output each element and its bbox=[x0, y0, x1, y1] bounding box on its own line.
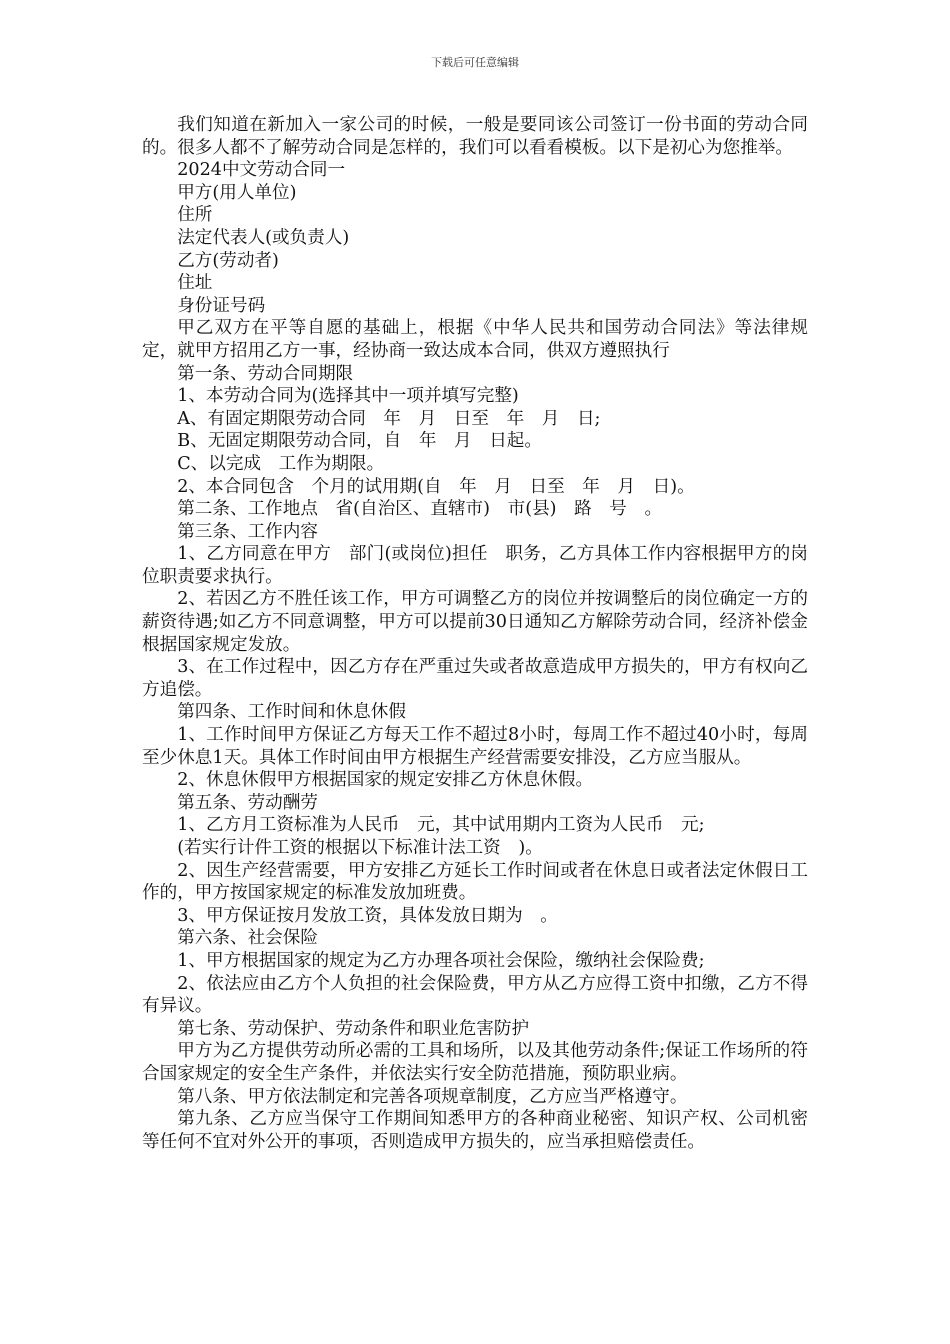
clause-paragraph: 1、工作时间甲方保证乙方每天工作不超过8小时，每周工作不超过40小时，每周至少休息1天。具体工作时间由甲方根据生产经营需要安排没，乙方应当服从。 bbox=[142, 725, 808, 768]
intro-paragraph: 我们知道在新加入一家公司的时候，一般是要同该公司签订一份书面的劳动合同的。很多人都不了解劳动合同是怎样的，我们可以看看模板。以下是初心为您推举。 bbox=[142, 115, 808, 158]
field-party-a-address: 住所 bbox=[177, 205, 213, 226]
field-legal-representative: 法定代表人(或负责人) bbox=[177, 227, 350, 248]
clause-paragraph: 1、乙方同意在甲方 部门(或岗位)担任 职务，乙方具体工作内容根据甲方的岗位职责要求执行。 bbox=[142, 544, 808, 587]
clause-paragraph: B、无固定期限劳动合同，自 年 月 日起。 bbox=[177, 431, 542, 452]
article-heading: 第四条、工作时间和休息休假 bbox=[177, 702, 406, 723]
article-heading: 第二条、工作地点 省(自治区、直辖市) 市(县) 路 号 。 bbox=[177, 499, 663, 520]
document-body bbox=[142, 114, 808, 1153]
field-party-b: 乙方(劳动者) bbox=[177, 250, 279, 271]
article-heading: 第七条、劳动保护、劳动条件和职业危害防护 bbox=[177, 1018, 530, 1039]
clause-paragraph: 3、甲方保证按月发放工资，具体发放日期为 。 bbox=[177, 905, 558, 926]
clause-paragraph: 3、在工作过程中，因乙方存在严重过失或者故意造成甲方损失的，甲方有权向乙方追偿。 bbox=[142, 657, 808, 700]
preamble-paragraph: 甲乙双方在平等自愿的基础上，根据《中华人民共和国劳动合同法》等法律规定，就甲方招用乙方一事，经协商一致达成本合同，供双方遵照执行 bbox=[142, 318, 808, 361]
article-heading: 第六条、社会保险 bbox=[177, 928, 318, 949]
field-id-number: 身份证号码 bbox=[177, 295, 266, 316]
clause-paragraph: 2、本合同包含 个月的试用期(自 年 月 日至 年 月 日)。 bbox=[177, 476, 695, 497]
clause-paragraph: 2、若因乙方不胜任该工作，甲方可调整乙方的岗位并按调整后的岗位确定一方的薪资待遇;如乙方不同意调整，甲方可以提前30日通知乙方解除劳动合同，经济补偿金根据国家规定发放。 bbox=[142, 589, 808, 655]
article-heading: 第九条、乙方应当保守工作期间知悉甲方的各种商业秘密、知识产权、公司机密等任何不宜对外公开的事项，否则造成甲方损失的，应当承担赔偿责任。 bbox=[142, 1109, 808, 1152]
clause-paragraph: 1、甲方根据国家的规定为乙方办理各项社会保险，缴纳社会保险费; bbox=[177, 950, 705, 971]
clause-paragraph: (若实行计件工资的根据以下标准计法工资 )。 bbox=[177, 838, 543, 858]
clause-paragraph: 2、依法应由乙方个人负担的社会保险费，甲方从乙方应得工资中扣缴，乙方不得有异议。 bbox=[142, 973, 808, 1017]
article-heading: 第三条、工作内容 bbox=[177, 521, 318, 542]
clause-paragraph: A、有固定期限劳动合同 年 月 日至 年 月 日; bbox=[177, 408, 601, 429]
clause-paragraph: 2、休息休假甲方根据国家的规定安排乙方休息休假。 bbox=[177, 770, 594, 791]
page-header-note: 下载后可任意编辑 bbox=[431, 56, 519, 69]
clause-paragraph: 1、本劳动合同为(选择其中一项并填写完整) bbox=[177, 386, 519, 407]
clause-paragraph: C、以完成 工作为期限。 bbox=[177, 453, 385, 474]
clause-paragraph: 1、乙方月工资标准为人民币 元，其中试用期内工资为人民币 元; bbox=[177, 815, 705, 836]
contract-title: 2024中文劳动合同一 bbox=[177, 160, 346, 181]
clause-paragraph: 甲方为乙方提供劳动所必需的工具和场所，以及其他劳动条件;保证工作场所的符合国家规定的安全生产条件，并依法实行安全防范措施，预防职业病。 bbox=[142, 1041, 808, 1084]
clause-paragraph: 2、因生产经营需要，甲方安排乙方延长工作时间或者在休息日或者法定休假日工作的，甲方按国家规定的标准发放加班费。 bbox=[142, 860, 808, 904]
article-heading: 第五条、劳动酬劳 bbox=[177, 792, 318, 813]
article-heading: 第一条、劳动合同期限 bbox=[177, 363, 354, 384]
field-party-b-address: 住址 bbox=[177, 273, 213, 294]
article-heading: 第八条、甲方依法制定和完善各项规章制度，乙方应当严格遵守。 bbox=[177, 1086, 688, 1107]
field-party-a: 甲方(用人单位) bbox=[177, 182, 297, 203]
